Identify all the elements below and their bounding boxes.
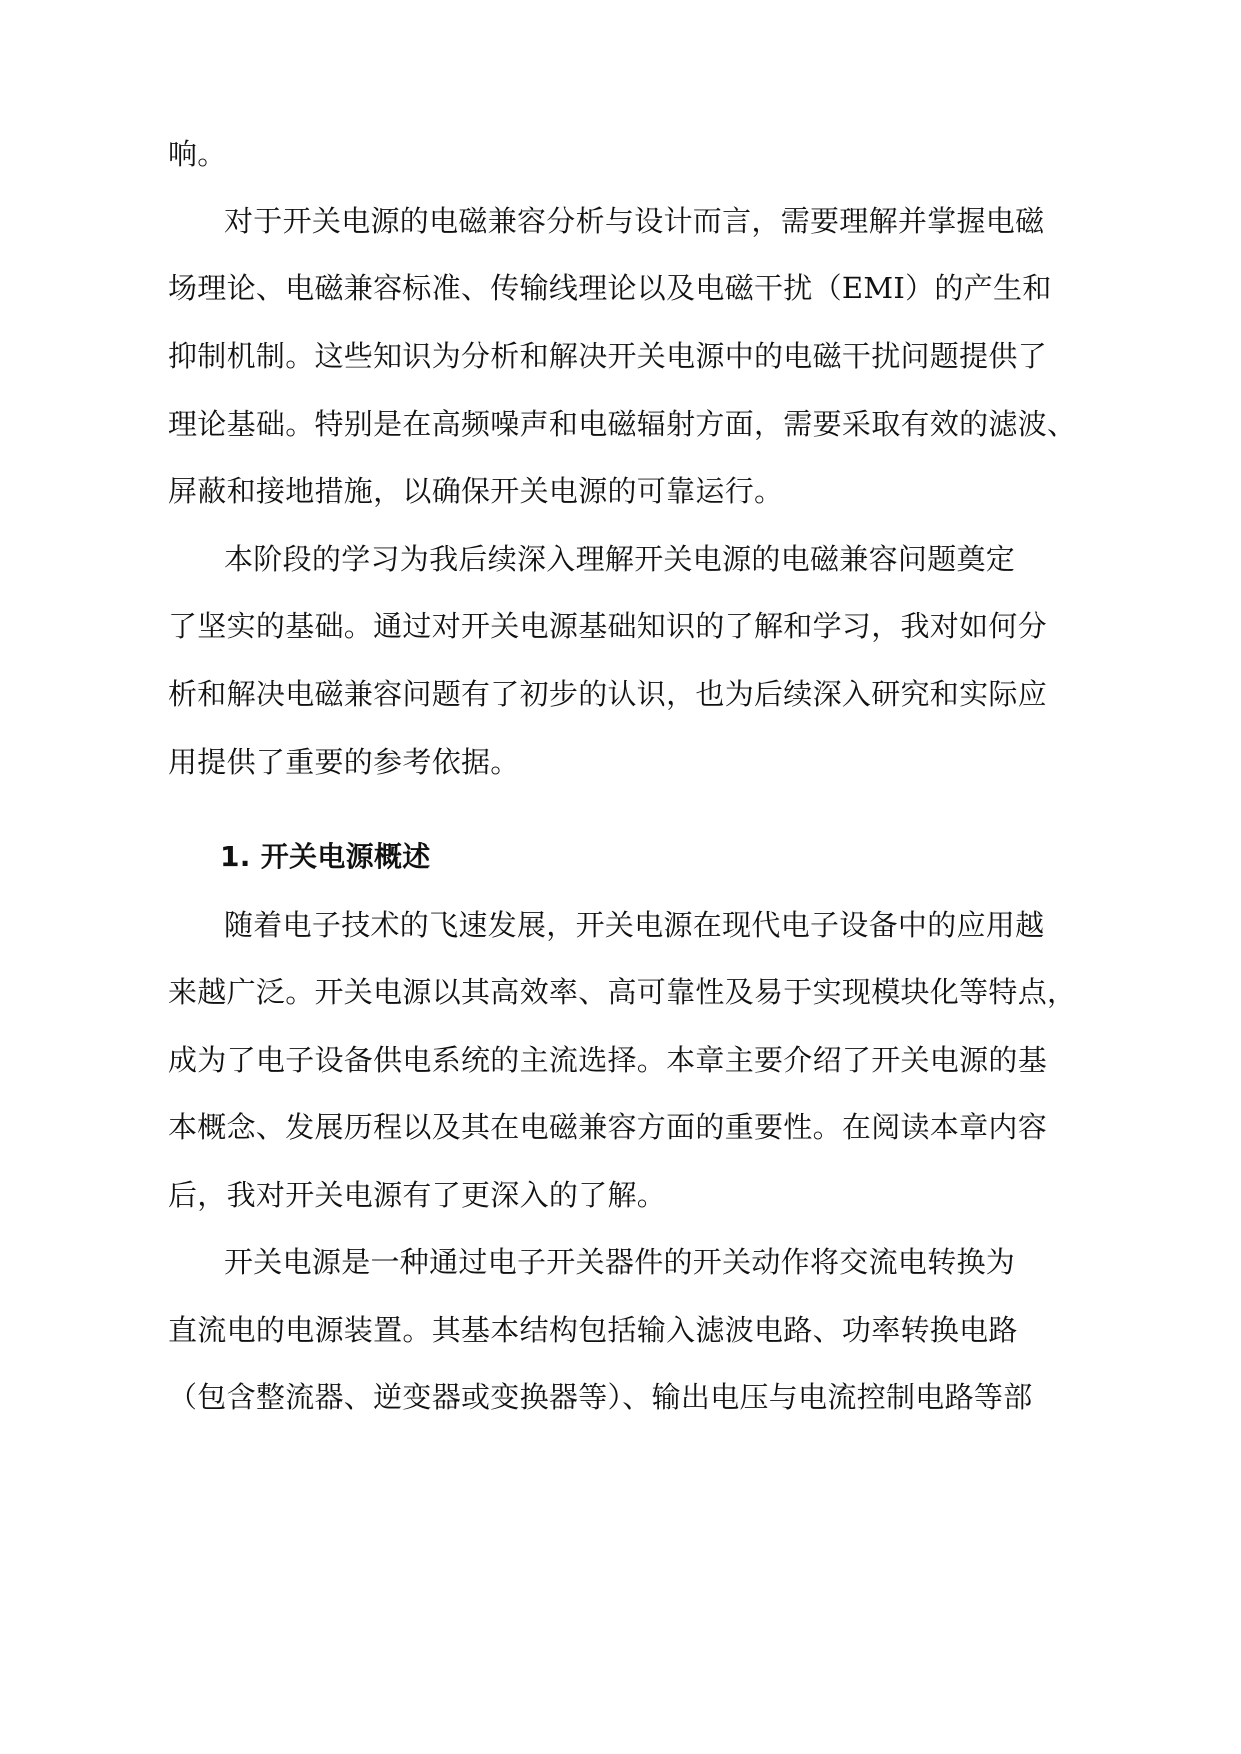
section-heading: 1. 开关电源概述 <box>220 840 431 873</box>
text-line: 用提供了重要的参考依据。 <box>168 745 520 779</box>
text-line: 来越广泛。开关电源以其高效率、高可靠性及易于实现模块化等特点， <box>168 975 1077 1009</box>
text-line: 随着电子技术的飞速发展，开关电源在现代电子设备中的应用越 <box>224 908 1045 942</box>
text-line: 响。 <box>168 137 227 171</box>
text-line: 了坚实的基础。通过对开关电源基础知识的了解和学习，我对如何分 <box>168 609 1048 643</box>
text-line: 析和解决电磁兼容问题有了初步的认识，也为后续深入研究和实际应 <box>168 677 1048 711</box>
text-line: 本概念、发展历程以及其在电磁兼容方面的重要性。在阅读本章内容 <box>168 1110 1048 1144</box>
text-line: 直流电的电源装置。其基本结构包括输入滤波电路、功率转换电路 <box>168 1313 1018 1347</box>
text-line: 后，我对开关电源有了更深入的了解。 <box>168 1178 667 1212</box>
text-line: （包含整流器、逆变器或变换器等）、输出电压与电流控制电路等部 <box>168 1380 1033 1414</box>
text-line: 开关电源是一种通过电子开关器件的开关动作将交流电转换为 <box>224 1245 1016 1279</box>
text-line: 屏蔽和接地措施，以确保开关电源的可靠运行。 <box>168 474 784 508</box>
text-line: 理论基础。特别是在高频噪声和电磁辐射方面，需要采取有效的滤波、 <box>168 407 1077 441</box>
text-line: 对于开关电源的电磁兼容分析与设计而言，需要理解并掌握电磁 <box>224 204 1045 238</box>
text-line: 成为了电子设备供电系统的主流选择。本章主要介绍了开关电源的基 <box>168 1043 1048 1077</box>
text-line: 本阶段的学习为我后续深入理解开关电源的电磁兼容问题奠定 <box>224 542 1016 576</box>
text-line: 抑制机制。这些知识为分析和解决开关电源中的电磁干扰问题提供了 <box>168 339 1048 373</box>
text-line: 场理论、电磁兼容标准、传输线理论以及电磁干扰（EMI）的产生和 <box>168 271 1052 305</box>
